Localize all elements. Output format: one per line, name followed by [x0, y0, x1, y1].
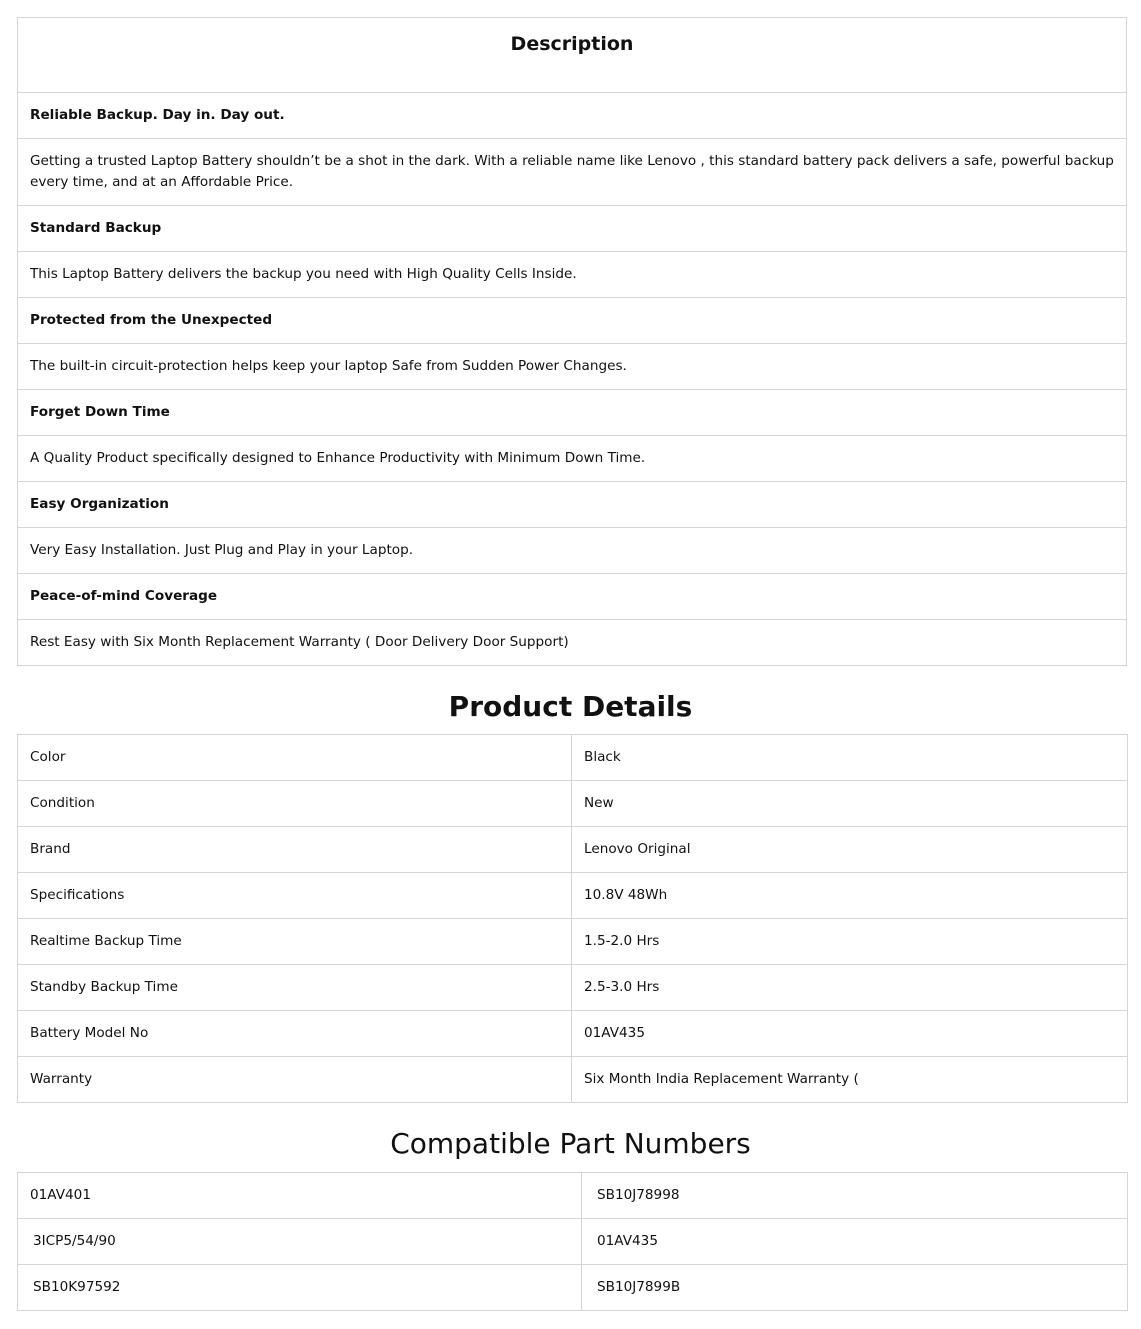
table-row: [18, 1219, 1128, 1265]
part-number: SB10K97592: [18, 1265, 582, 1311]
part-number: 3ICP5/54/90: [18, 1219, 582, 1265]
detail-value: Black: [572, 735, 1128, 781]
detail-label: Battery Model No: [18, 1011, 572, 1057]
part-number: SB10J78998: [582, 1173, 1128, 1219]
description-row: Protected from the Unexpected: [18, 298, 1127, 344]
part-number: 01AV435: [582, 1219, 1128, 1265]
description-row: Getting a trusted Laptop Battery shouldn’t be a shot in the dark. With a reliable name like Lenovo , this standard battery pack delivers a safe, powerful backup every time, and at an Affordable Price.: [18, 139, 1127, 206]
table-row: [18, 781, 1128, 827]
product-details-table: [17, 734, 1128, 1103]
description-row: Standard Backup: [18, 206, 1127, 252]
compatible-parts-title: Compatible Part Numbers: [390, 1127, 751, 1160]
description-row: Rest Easy with Six Month Replacement Warranty ( Door Delivery Door Support): [18, 620, 1127, 666]
part-number: SB10J7899B: [582, 1265, 1128, 1311]
detail-label: Standby Backup Time: [18, 965, 572, 1011]
table-row: [18, 735, 1128, 781]
description-row: Forget Down Time: [18, 390, 1127, 436]
part-number: 01AV401: [18, 1173, 582, 1219]
detail-value: 2.5-3.0 Hrs: [572, 965, 1128, 1011]
detail-value: 01AV435: [572, 1011, 1128, 1057]
table-row: [18, 1057, 1128, 1103]
detail-label: Brand: [18, 827, 572, 873]
product-details-title: Product Details: [448, 690, 693, 723]
description-row: The built-in circuit-protection helps keep your laptop Safe from Sudden Power Changes.: [18, 344, 1127, 390]
detail-label: Warranty: [18, 1057, 572, 1103]
description-heading: Description: [18, 18, 1127, 93]
table-row: [18, 827, 1128, 873]
description-row: This Laptop Battery delivers the backup you need with High Quality Cells Inside.: [18, 252, 1127, 298]
detail-value: Lenovo Original: [572, 827, 1128, 873]
detail-value: 1.5-2.0 Hrs: [572, 919, 1128, 965]
detail-label: Condition: [18, 781, 572, 827]
description-row: Peace-of-mind Coverage: [18, 574, 1127, 620]
description-row: A Quality Product specifically designed to Enhance Productivity with Minimum Down Time.: [18, 436, 1127, 482]
description-row: Easy Organization: [18, 482, 1127, 528]
description-row: Reliable Backup. Day in. Day out.: [18, 93, 1127, 139]
compatible-parts-table: [17, 1172, 1128, 1311]
detail-value: Six Month India Replacement Warranty (: [572, 1057, 1128, 1103]
table-row: [18, 1265, 1128, 1311]
detail-label: Realtime Backup Time: [18, 919, 572, 965]
detail-value: 10.8V 48Wh: [572, 873, 1128, 919]
description-table: [17, 17, 1127, 666]
detail-label: Color: [18, 735, 572, 781]
description-row: Very Easy Installation. Just Plug and Play in your Laptop.: [18, 528, 1127, 574]
table-row: [18, 1173, 1128, 1219]
detail-label: Specifications: [18, 873, 572, 919]
table-row: [18, 919, 1128, 965]
table-row: [18, 1011, 1128, 1057]
table-row: [18, 965, 1128, 1011]
table-row: [18, 873, 1128, 919]
detail-value: New: [572, 781, 1128, 827]
